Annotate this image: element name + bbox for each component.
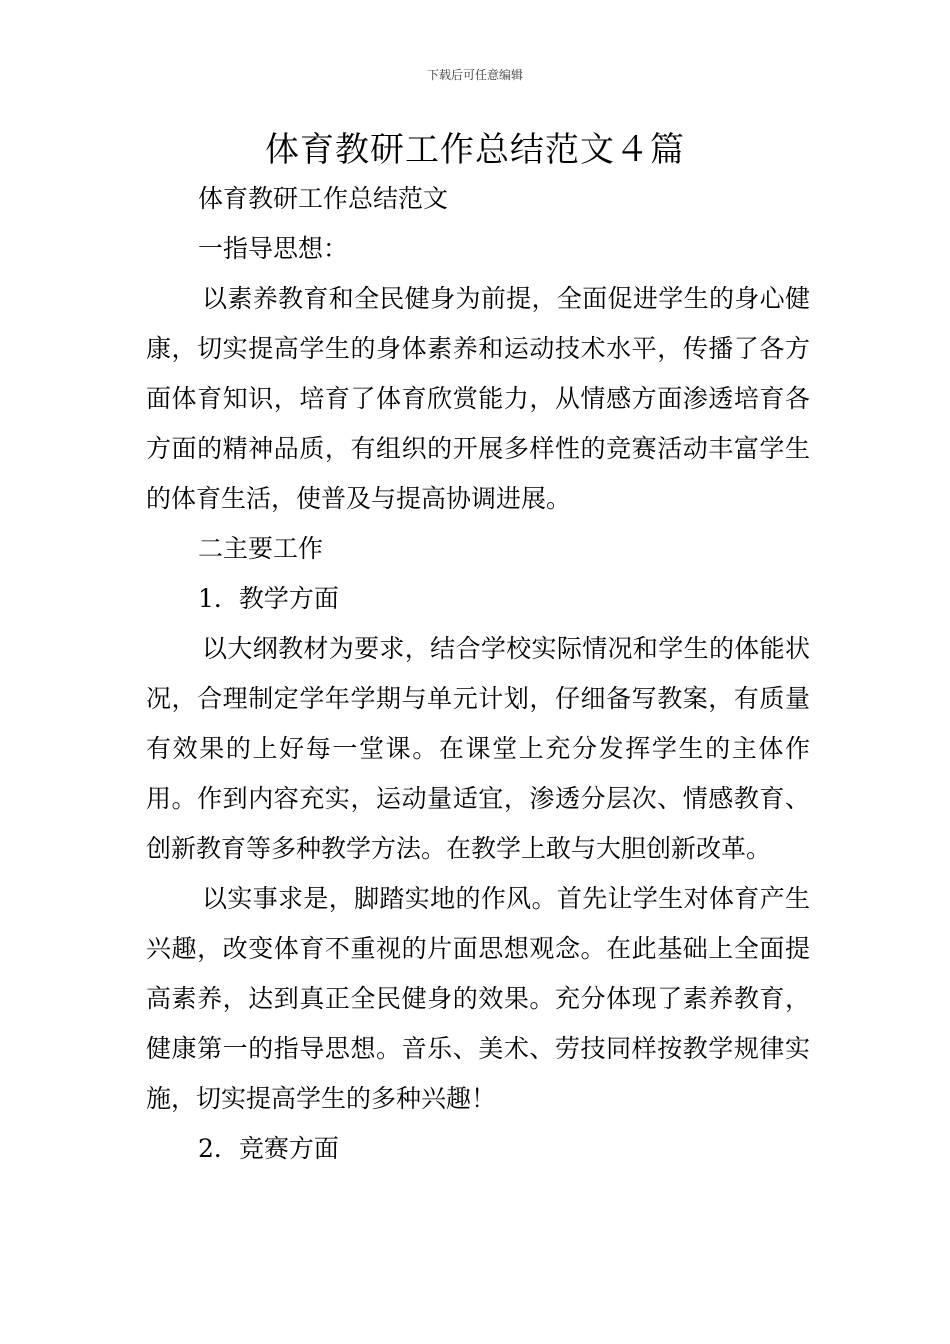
subtitle: 体育教研工作总结范文 [198, 184, 449, 213]
item-heading-1: 1．教学方面 [198, 584, 339, 613]
header-note: 下载后可任意编辑 [426, 68, 523, 82]
document-body [146, 174, 810, 1174]
section-heading-2: 二主要工作 [198, 534, 324, 563]
paragraph-2: 以大纲教材为要求，结合学校实际情况和学生的体能状况，合理制定学年学期与单元计划，仔细备写教案，有质量有效果的上好每一堂课。在课堂上充分发挥学生的主体作用。作到内容充实，运动量适宜，渗透分层次、情感教育、创新教育等多种教学方法。在教学上敢与大胆创新改革。 [146, 634, 810, 863]
document-title: 体育教研工作总结范文４篇 [265, 130, 685, 170]
paragraph-3: 以实事求是，脚踏实地的作风。首先让学生对体育产生兴趣，改变体育不重视的片面思想观念。在此基础上全面提高素养，达到真正全民健身的效果。充分体现了素养教育，健康第一的指导思想。音乐、美术、劳技同样按教学规律实施，切实提高学生的多种兴趣！ [146, 884, 810, 1113]
section-heading-1: 一指导思想： [198, 234, 349, 263]
item-heading-2: 2．竞赛方面 [198, 1134, 339, 1163]
paragraph-1: 以素养教育和全民健身为前提，全面促进学生的身心健康，切实提高学生的身体素养和运动技术水平，传播了各方面体育知识，培育了体育欣赏能力，从情感方面渗透培育各方面的精神品质，有组织的开展多样性的竞赛活动丰富学生的体育生活，使普及与提高协调进展。 [146, 284, 810, 513]
